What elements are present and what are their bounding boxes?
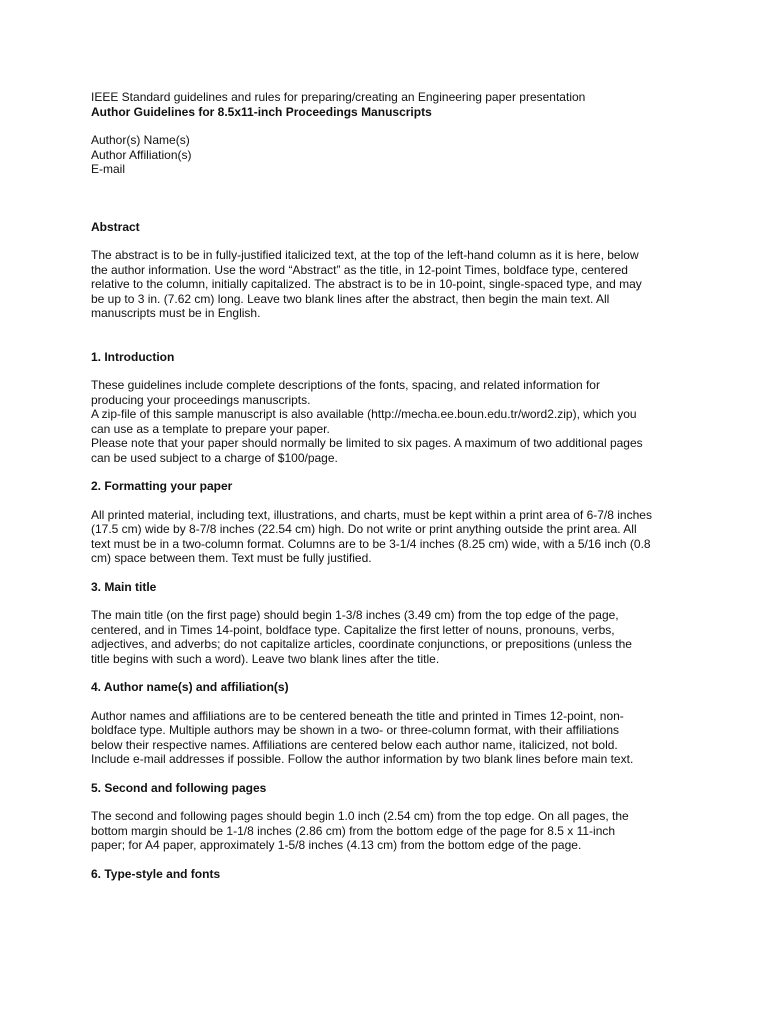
section-heading: 3. Main title	[91, 579, 157, 594]
section-line: The main title (on the first page) should begin 1-3/8 inches (3.49 cm) from the top edge of the page,	[91, 608, 619, 622]
section-heading: 6. Type-style and fonts	[91, 866, 221, 881]
abstract-body	[91, 248, 681, 321]
author-block	[91, 133, 681, 177]
section-line: A zip-file of this sample manuscript is also available (http://mecha.ee.boun.edu.tr/word2.zip), which you	[91, 407, 637, 421]
section-line: cm) space between them. Text must be fully justified.	[91, 551, 372, 565]
section-line: All printed material, including text, illustrations, and charts, must be kept within a print area of 6-7/8 inches	[91, 507, 652, 522]
abstract-line: The abstract is to be in fully-justified italicized text, at the top of the left-hand column as it is here, below	[91, 248, 639, 262]
section-line: boldface type. Multiple authors may be shown in a two- or three-column format, with their affiliations	[91, 723, 620, 737]
section-formatting	[91, 479, 681, 566]
section-line: bottom margin should be 1-1/8 inches (2.86 cm) from the bottom edge of the page for 8.5 x 11-inch	[91, 823, 616, 838]
section-heading: 5. Second and following pages	[91, 780, 267, 795]
section-author-names	[91, 680, 681, 767]
section-line: adjectives, and adverbs; do not capitalize articles, coordinate conjunctions, or prepositions (unless the	[91, 637, 632, 651]
document-title: Author Guidelines for 8.5x11-inch Proceedings Manuscripts	[91, 104, 432, 119]
section-line: text must be in a two-column format. Columns are to be 3-1/4 inches (8.25 cm) wide, with a 5/16 inch (0.8	[91, 536, 651, 551]
document-page	[91, 90, 681, 881]
section-line: title begins with such a word). Leave two blank lines after the title.	[91, 651, 440, 666]
author-name: Author(s) Name(s)	[91, 133, 190, 147]
abstract-heading: Abstract	[91, 219, 140, 234]
section-line: paper; for A4 paper, approximately 1-5/8 inches (4.13 cm) from the bottom edge of the page.	[91, 838, 582, 852]
section-line: centered, and in Times 14-point, boldface type. Capitalize the first letter of nouns, pronouns, verbs,	[91, 622, 615, 637]
abstract-line: manuscripts must be in English.	[91, 306, 261, 320]
section-line: (17.5 cm) wide by 8-7/8 inches (22.54 cm) high. Do not write or print anything outside the print area. All	[91, 522, 637, 536]
section-line: can use as a template to prepare your paper.	[91, 421, 330, 436]
section-line: producing your proceedings manuscripts.	[91, 392, 311, 407]
section-following-pages	[91, 781, 681, 853]
section-line: The second and following pages should begin 1.0 inch (2.54 cm) from the top edge. On all pages, the	[91, 809, 629, 823]
abstract-section	[91, 220, 681, 321]
section-type-style	[91, 867, 681, 882]
author-affiliation: Author Affiliation(s)	[91, 147, 192, 162]
abstract-line: relative to the column, initially capitalized. The abstract is to be in 10-point, single-spaced type, and may	[91, 277, 642, 291]
section-heading: 2. Formatting your paper	[91, 479, 233, 493]
section-main-title	[91, 580, 681, 667]
section-introduction	[91, 350, 681, 466]
section-line: Please note that your paper should normally be limited to six pages. A maximum of two additional pages	[91, 436, 643, 450]
abstract-line: the author information. Use the word “Abstract” as the title, in 12-point Times, boldface type, centered	[91, 262, 628, 277]
author-email: E-mail	[91, 162, 126, 176]
section-line: These guidelines include complete descriptions of the fonts, spacing, and related information for	[91, 378, 600, 392]
section-line: below their respective names. Affiliations are centered below each author name, italicized, not bold.	[91, 737, 618, 752]
section-line: can be used subject to a charge of $100/page.	[91, 450, 338, 465]
section-heading: 4. Author name(s) and affiliation(s)	[91, 680, 289, 694]
document-header-line: IEEE Standard guidelines and rules for preparing/creating an Engineering paper presentation	[91, 90, 586, 104]
abstract-line: be up to 3 in. (7.62 cm) long. Leave two blank lines after the abstract, then begin the main text. All	[91, 291, 610, 306]
section-heading: 1. Introduction	[91, 349, 175, 364]
section-line: Author names and affiliations are to be centered beneath the title and printed in Times 12-point, non-	[91, 708, 624, 723]
section-line: Include e-mail addresses if possible. Follow the author information by two blank lines before main text.	[91, 752, 634, 766]
